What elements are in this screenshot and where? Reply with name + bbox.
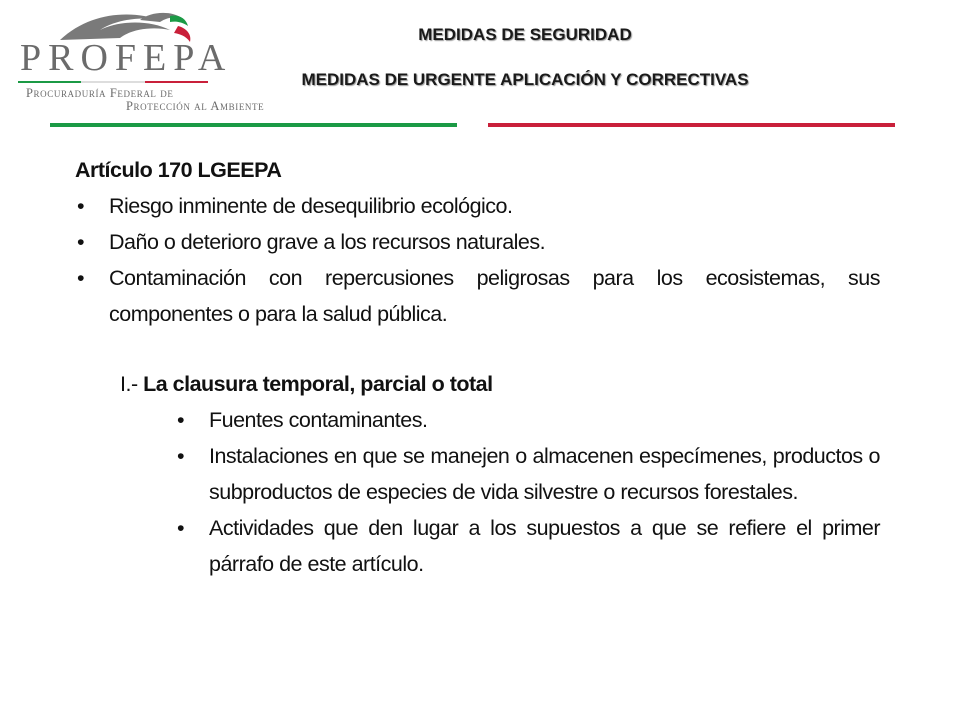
slide-content: [75, 152, 880, 582]
logo-subtitle-line1: Procuraduría Federal de: [26, 86, 174, 100]
list-item-text: Daño o deterioro grave a los recursos naturales.: [109, 230, 546, 254]
red-divider: [488, 123, 895, 127]
list-item-text: Fuentes contaminantes.: [209, 408, 428, 432]
bullet-icon: •: [177, 444, 185, 468]
bullet-icon: •: [77, 194, 85, 218]
section-heading: [120, 366, 880, 402]
list-item: [175, 438, 880, 510]
list-item-text: Instalaciones en que se manejen o almacenen especímenes, productos o subproductos de especies de vida silvestre o recursos forestales.: [209, 444, 880, 504]
bullet-icon: •: [77, 266, 85, 290]
list-item: [75, 224, 880, 260]
list-item: [75, 260, 880, 332]
bullet-icon: •: [177, 408, 185, 432]
list-item: [175, 510, 880, 582]
bullet-icon: •: [177, 516, 185, 540]
page-title: MEDIDAS DE SEGURIDAD: [418, 25, 632, 44]
section-prefix: I.-: [120, 372, 144, 396]
logo-wordmark: PROFEPA: [20, 37, 233, 79]
list-item-text: Actividades que den lugar a los supuestos a que se refiere el primer párrafo de este artículo.: [209, 516, 880, 576]
article-heading: Artículo 170 LGEEPA: [75, 158, 282, 182]
profepa-logo: [8, 6, 265, 114]
list-item: [75, 188, 880, 224]
logo-subtitle-line2: Protección al Ambiente: [126, 99, 265, 113]
list-item-text: Contaminación con repercusiones peligrosas para los ecosistemas, sus componentes o para la salud pública.: [109, 266, 880, 326]
page-subtitle: MEDIDAS DE URGENTE APLICACIÓN Y CORRECTIVAS: [301, 70, 749, 89]
list-item: [175, 402, 880, 438]
list-item-text: Riesgo inminente de desequilibrio ecológico.: [109, 194, 513, 218]
section-title: La clausura temporal, parcial o total: [143, 372, 493, 396]
bullet-icon: •: [77, 230, 85, 254]
green-divider: [50, 123, 457, 127]
